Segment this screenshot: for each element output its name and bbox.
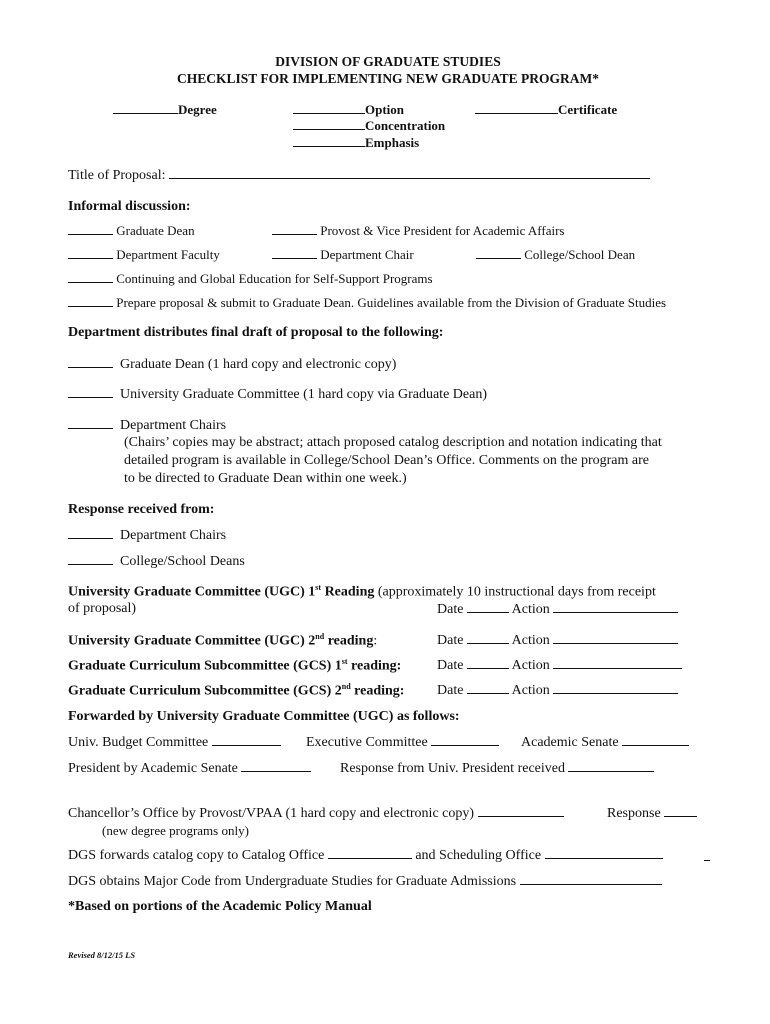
checkitem-dist-ugc[interactable]: University Graduate Committee (1 hard copy via Graduate Dean): [68, 386, 487, 403]
response-from-president[interactable]: Response from Univ. President received: [340, 760, 654, 777]
budget-committee[interactable]: Univ. Budget Committee: [68, 734, 281, 751]
checkitem-dist-graduate-dean[interactable]: Graduate Dean (1 hard copy and electronic copy): [68, 356, 396, 373]
checkitem-department-faculty[interactable]: Department Faculty: [68, 247, 220, 263]
ugc2-date-action[interactable]: Date Action: [437, 632, 678, 649]
ugc-first-reading-cont: of proposal): [68, 601, 137, 616]
chancellors-office[interactable]: Chancellor’s Office by Provost/VPAA (1 hard copy and electronic copy): [68, 805, 564, 822]
ugc1-date-action[interactable]: Date Action: [437, 601, 678, 618]
gcs1-date-action[interactable]: Date Action: [437, 657, 682, 674]
proposal-title-row: Title of Proposal:: [68, 167, 650, 184]
president-by-senate[interactable]: President by Academic Senate: [68, 760, 311, 777]
executive-committee[interactable]: Executive Committee: [306, 734, 499, 751]
chancellor-response[interactable]: Response: [607, 805, 697, 822]
chairs-note-line-1: (Chairs’ copies may be abstract; attach proposed catalog description and notation indicating that: [124, 435, 662, 450]
ugc-second-reading: University Graduate Committee (UGC) 2nd reading:: [68, 632, 378, 649]
degree-option[interactable]: Degree: [113, 102, 217, 118]
option-option[interactable]: Option: [293, 102, 404, 118]
checkitem-college-dean[interactable]: College/School Dean: [476, 247, 635, 263]
gcs-second-reading: Graduate Curriculum Subcommittee (GCS) 2nd reading:: [68, 682, 405, 699]
checkitem-graduate-dean[interactable]: Graduate Dean: [68, 223, 195, 239]
chairs-note-line-3: to be directed to Graduate Dean within one week.): [124, 471, 407, 486]
emphasis-option[interactable]: Emphasis: [293, 135, 419, 151]
proposal-title-field[interactable]: [169, 167, 650, 179]
gcs-first-reading: Graduate Curriculum Subcommittee (GCS) 1st reading:: [68, 657, 402, 674]
informal-discussion-heading: Informal discussion:: [68, 199, 191, 214]
dgs-major-code[interactable]: DGS obtains Major Code from Undergraduate Studies for Graduate Admissions: [68, 873, 662, 890]
division-title: DIVISION OF GRADUATE STUDIES: [275, 54, 501, 69]
response-heading: Response received from:: [68, 502, 215, 517]
checkitem-response-dept-chairs[interactable]: Department Chairs: [68, 527, 226, 544]
checkitem-provost[interactable]: Provost & Vice President for Academic Affairs: [272, 223, 565, 239]
chancellor-note: (new degree programs only): [102, 823, 249, 838]
forwarded-heading: Forwarded by University Graduate Committee (UGC) as follows:: [68, 709, 460, 724]
gcs2-date-action[interactable]: Date Action: [437, 682, 678, 699]
revision-date: Revised 8/12/15 LS: [68, 950, 136, 960]
chairs-note-line-2: detailed program is available in College/School Dean’s Office. Comments on the program are: [124, 453, 649, 468]
dgs-catalog-copy[interactable]: DGS forwards catalog copy to Catalog Office and Scheduling Office: [68, 847, 663, 864]
certificate-option[interactable]: Certificate: [475, 102, 617, 118]
checkitem-response-college-deans[interactable]: College/School Deans: [68, 553, 245, 570]
checkitem-continuing-education[interactable]: Continuing and Global Education for Self-Support Programs: [68, 271, 433, 287]
concentration-option[interactable]: Concentration: [293, 118, 445, 134]
academic-senate[interactable]: Academic Senate: [521, 734, 689, 751]
stray-underline: [704, 852, 710, 861]
checkitem-department-chair[interactable]: Department Chair: [272, 247, 414, 263]
distribution-heading: Department distributes final draft of proposal to the following:: [68, 325, 444, 340]
checkitem-prepare-proposal[interactable]: Prepare proposal & submit to Graduate Dean. Guidelines available from the Division of Graduate Studies: [68, 295, 666, 311]
policy-note: *Based on portions of the Academic Policy Manual: [68, 899, 372, 914]
ugc-first-reading: University Graduate Committee (UGC) 1st Reading (approximately 10 instructional days from receipt: [68, 583, 656, 600]
checklist-title: CHECKLIST FOR IMPLEMENTING NEW GRADUATE PROGRAM*: [177, 71, 599, 86]
checkitem-dist-dept-chairs[interactable]: Department Chairs: [68, 417, 226, 434]
